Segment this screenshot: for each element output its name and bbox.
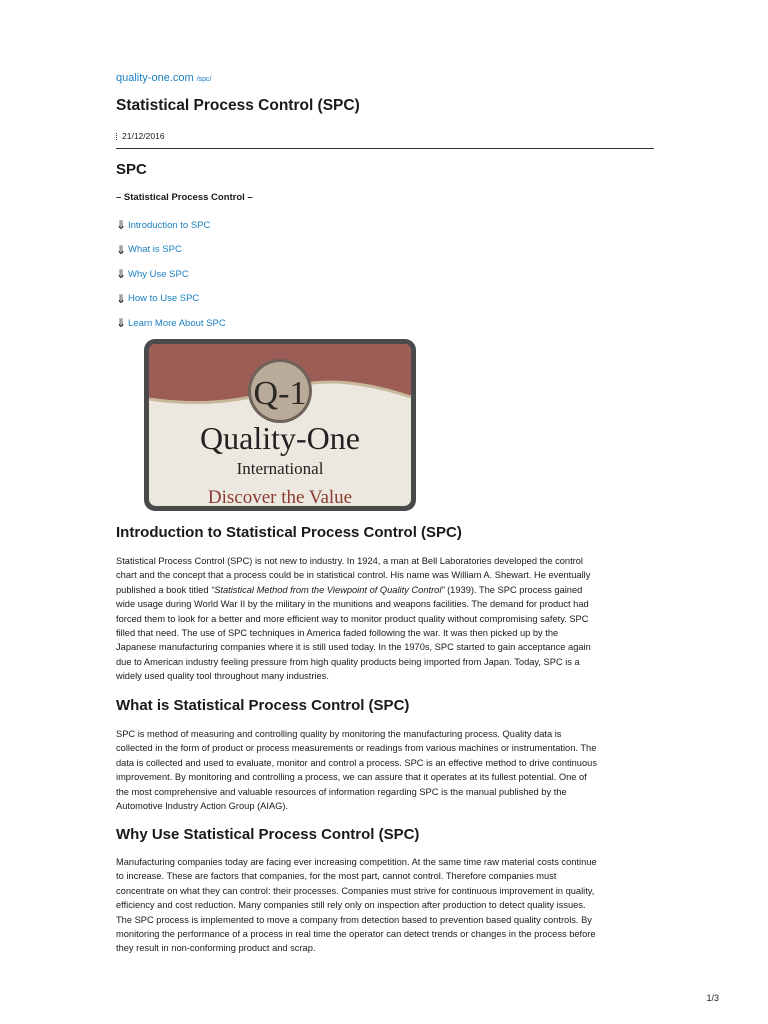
- text-line: the most comprehensive and valuable resources of information regarding SPC is the manual published by the: [116, 786, 567, 797]
- source-path: /spc/: [196, 76, 212, 83]
- text-line: data is collected and used to evaluate, monitor and control a process. SPC is an effective method to drive continuous: [116, 757, 597, 768]
- page-number: 1/3: [706, 993, 719, 1003]
- text-line: SPC is method of measuring and controlling quality by monitoring the manufacturing process. Quality data is: [116, 729, 562, 739]
- down-arrow-icon: ⇓: [116, 316, 127, 331]
- section-body-introduction: [116, 554, 654, 684]
- date-line: [116, 131, 165, 141]
- toc-item: [116, 311, 226, 336]
- text-line: concentrate on what they can control: their processes. Companies must strive for continuous improvement in quality,: [116, 885, 595, 896]
- toc-link-why-use[interactable]: Why Use SPC: [128, 268, 189, 280]
- header-divider: [116, 148, 654, 149]
- document-title: Statistical Process Control (SPC): [116, 97, 360, 114]
- logo-company-name: Quality-One: [200, 420, 360, 456]
- toc-link-what-is[interactable]: What is SPC: [128, 244, 182, 256]
- text-line: wide usage during World War II by the military in the munitions and weapons facilities. The demand for product had: [116, 599, 589, 610]
- text-line: Automotive Industry Action Group (AIAG).: [116, 801, 289, 812]
- subtitle: – Statistical Process Control –: [116, 192, 253, 203]
- text-line: Statistical Process Control (SPC) is not new to industry. In 1924, a man at Bell Laboratories developed the control: [116, 556, 583, 566]
- text-line: widely used quality tool throughout many industries.: [116, 671, 329, 682]
- section-heading-what-is: What is Statistical Process Control (SPC): [116, 697, 410, 714]
- source-link[interactable]: quality-one.com: [116, 72, 194, 84]
- toc-item: [116, 287, 226, 312]
- text-line: efficiency and cost reduction. Many companies still rely only on inspection after production to detect quality issues.: [116, 900, 586, 911]
- down-arrow-icon: ⇓: [116, 291, 127, 306]
- table-of-contents: [116, 213, 226, 336]
- text-line: due to American industry feeling pressure from high quality products being imported from Japan. Today, SPC is a: [116, 656, 580, 667]
- text-line: they result in non-conforming product and scrap.: [116, 943, 316, 954]
- text-line: collected in the form of product or process measurements or readings from various machines or instrumentation. The: [116, 743, 597, 754]
- logo-division: International: [236, 459, 324, 478]
- text-line: The SPC process is implemented to move a company from detection based to prevention based quality controls. By: [116, 914, 592, 925]
- toc-item: [116, 238, 226, 263]
- spc-heading: SPC: [116, 161, 147, 178]
- text-line: improvement. By monitoring and controlling a process, we can assure that it operates at its fullest potential. One of: [116, 772, 587, 783]
- down-arrow-icon: ⇓: [116, 267, 127, 282]
- source-line: [116, 72, 212, 84]
- text-line: forced them to look for a better and more efficient way to monitor product quality without compromising safety. SPC: [116, 613, 589, 624]
- text-line: Manufacturing companies today are facing ever increasing competition. At the same time raw material costs continue: [116, 857, 597, 867]
- toc-link-learn-more[interactable]: Learn More About SPC: [128, 317, 226, 329]
- text-line: filled that need. The use of SPC techniques in America faded following the war. It was then picked up by the: [116, 628, 559, 639]
- toc-link-introduction[interactable]: Introduction to SPC: [128, 219, 211, 231]
- section-body-why-use: [116, 855, 654, 956]
- logo-tagline: Discover the Value: [207, 487, 353, 508]
- section-heading-why-use: Why Use Statistical Process Control (SPC): [116, 826, 420, 843]
- section-body-what-is: [116, 727, 654, 813]
- down-arrow-icon: ⇓: [116, 242, 127, 257]
- text-line: chart and the concept that a process could be in statistical control. His name was William A. Shewart. He eventually: [116, 570, 591, 581]
- toc-item: [116, 262, 226, 287]
- publish-date: 21/12/2016: [122, 131, 165, 141]
- down-arrow-icon: ⇓: [116, 218, 127, 233]
- text-line: Japanese manufacturing companies where it is still used today. In the 1970s, SPC started to gain acceptance again: [116, 642, 591, 653]
- quality-one-logo: [142, 337, 418, 513]
- text-line: monitoring the performance of a process in real time the operator can detect trends or changes in the process before: [116, 929, 596, 940]
- calendar-icon: [116, 133, 120, 140]
- toc-item: [116, 213, 226, 238]
- text-line: published a book titled “Statistical Method from the Viewpoint of Quality Control” (1939). The SPC process gained: [116, 584, 583, 595]
- section-heading-introduction: Introduction to Statistical Process Control (SPC): [116, 524, 462, 541]
- logo-badge-text: Q-1: [253, 375, 307, 412]
- text-line: to increase. These are factors that companies, for the most part, cannot control. Therefore companies must: [116, 871, 557, 882]
- toc-link-how-to-use[interactable]: How to Use SPC: [128, 293, 200, 305]
